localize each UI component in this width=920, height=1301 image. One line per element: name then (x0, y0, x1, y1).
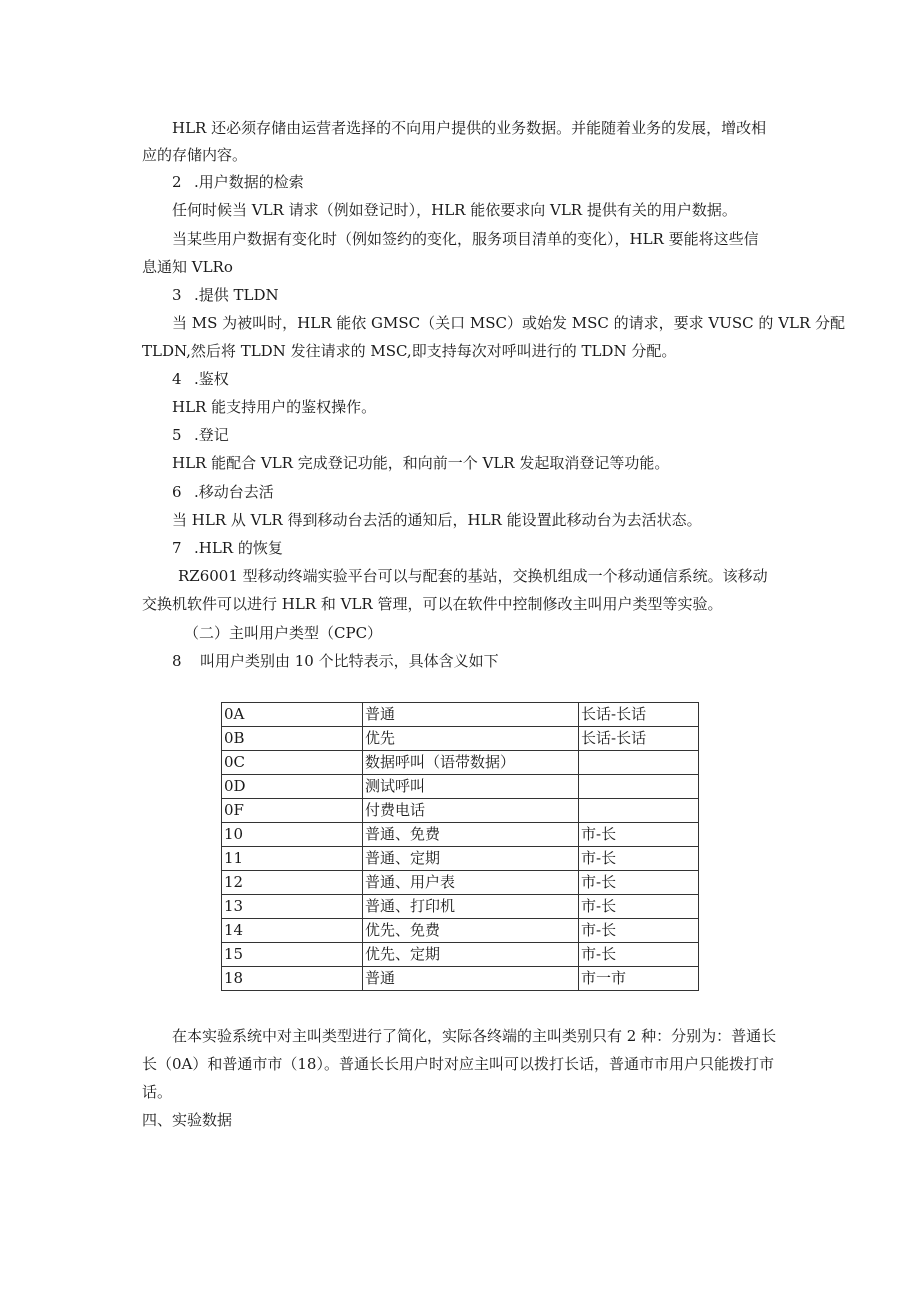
heading-number: 4 (172, 370, 182, 388)
paragraph-line: 长（0A）和普通市市（18）。普通长长用户时对应主叫可以拨打长话，普通市市用户只能拨打市 (142, 1055, 774, 1073)
heading-number: 3 (172, 286, 182, 304)
table-row (222, 871, 699, 895)
heading-number: 6 (172, 483, 182, 501)
cell-scope: 长话-长话 (579, 727, 699, 751)
paragraph-line: 当某些用户数据有变化时（例如签约的变化，服务项目清单的变化），HLR 要能将这些信 (172, 230, 759, 248)
cell-code: 12 (222, 871, 363, 895)
section-heading-3 (172, 285, 279, 305)
cell-code: 10 (222, 823, 363, 847)
paragraph-line: 当 MS 为被叫时，HLR 能依 GMSC（关口 MSC）或始发 MSC 的请求，要求 VUSC 的 VLR 分配 (172, 314, 846, 332)
cell-code: 11 (222, 847, 363, 871)
paragraph-line: 在本实验系统中对主叫类型进行了简化，实际各终端的主叫类别只有 2 种：分别为：普通长 (172, 1027, 777, 1045)
cell-scope (579, 799, 699, 823)
paragraph-line: TLDN,然后将 TLDN 发往请求的 MSC,即支持每次对呼叫进行的 TLDN 分配。 (142, 342, 677, 360)
cell-scope: 市-长 (579, 919, 699, 943)
heading-text: .移动台去活 (194, 483, 274, 501)
cell-code: 18 (222, 967, 363, 991)
heading-text: .鉴权 (194, 370, 229, 388)
cell-scope: 市-长 (579, 871, 699, 895)
cell-code: 0D (222, 775, 363, 799)
table-row (222, 823, 699, 847)
table-row (222, 775, 699, 799)
cell-description: 优先、定期 (363, 943, 579, 967)
cell-description: 普通、定期 (363, 847, 579, 871)
cell-scope (579, 751, 699, 775)
table-row (222, 727, 699, 751)
paragraph-line: 交换机软件可以进行 HLR 和 VLR 管理，可以在软件中控制修改主叫用户类型等实验。 (142, 595, 723, 613)
cell-code: 14 (222, 919, 363, 943)
heading-number: 8 (172, 652, 182, 670)
table-row (222, 895, 699, 919)
cell-code: 13 (222, 895, 363, 919)
heading-text: .HLR 的恢复 (194, 539, 283, 557)
cell-scope: 长话-长话 (579, 703, 699, 727)
heading-text: .登记 (194, 426, 229, 444)
table-row (222, 751, 699, 775)
cell-scope: 市-长 (579, 847, 699, 871)
table-row (222, 799, 699, 823)
cell-description: 普通 (363, 703, 579, 727)
cell-description: 普通、打印机 (363, 895, 579, 919)
section-heading-2 (172, 172, 304, 192)
cell-description: 数据呼叫（语带数据） (363, 751, 579, 775)
table-row (222, 967, 699, 991)
cell-code: 15 (222, 943, 363, 967)
table-row (222, 943, 699, 967)
cell-scope (579, 775, 699, 799)
paragraph-line: 息通知 VLRo (142, 258, 233, 276)
heading-text: .提供 TLDN (194, 286, 279, 304)
section-heading-4 (172, 369, 229, 389)
paragraph-line: HLR 能支持用户的鉴权操作。 (172, 398, 377, 416)
section-heading-8 (172, 651, 499, 671)
cell-scope: 市-长 (579, 943, 699, 967)
cpc-table (221, 702, 699, 991)
paragraph-line: RZ6001 型移动终端实验平台可以与配套的基站，交换机组成一个移动通信系统。该移动 (178, 567, 768, 585)
section-heading-6 (172, 482, 274, 502)
paragraph-line: HLR 还必须存储由运营者选择的不向用户提供的业务数据。并能随着业务的发展，增改相 (172, 119, 767, 137)
heading-text: 叫用户类别由 10 个比特表示，具体含义如下 (200, 652, 499, 670)
cell-description: 普通、用户表 (363, 871, 579, 895)
cell-code: 0F (222, 799, 363, 823)
cell-code: 0C (222, 751, 363, 775)
cell-code: 0B (222, 727, 363, 751)
paragraph-line: 话。 (142, 1083, 173, 1101)
cpc-table-body (222, 703, 699, 991)
cell-scope: 市一市 (579, 967, 699, 991)
heading-number: 7 (172, 539, 182, 557)
cell-description: 测试呼叫 (363, 775, 579, 799)
paragraph-line: 任何时候当 VLR 请求（例如登记时），HLR 能依要求向 VLR 提供有关的用户数据。 (172, 201, 737, 219)
cell-scope: 市-长 (579, 895, 699, 919)
section-title-4: 四、实验数据 (142, 1111, 233, 1129)
table-row (222, 919, 699, 943)
cell-description: 普通 (363, 967, 579, 991)
heading-text: .用户数据的检索 (194, 173, 304, 191)
cell-code: 0A (222, 703, 363, 727)
paragraph-line: 当 HLR 从 VLR 得到移动台去活的通知后，HLR 能设置此移动台为去活状态。 (172, 511, 702, 529)
heading-number: 2 (172, 173, 182, 191)
cell-scope: 市-长 (579, 823, 699, 847)
table-row (222, 703, 699, 727)
section-heading-7 (172, 538, 283, 558)
heading-number: 5 (172, 426, 182, 444)
cell-description: 普通、免费 (363, 823, 579, 847)
cell-description: 付费电话 (363, 799, 579, 823)
section-heading-5 (172, 425, 229, 445)
paragraph-line: HLR 能配合 VLR 完成登记功能，和向前一个 VLR 发起取消登记等功能。 (172, 454, 670, 472)
sub-heading: （二）主叫用户类型（CPC） (184, 624, 383, 642)
cell-description: 优先 (363, 727, 579, 751)
table-row (222, 847, 699, 871)
paragraph-line: 应的存储内容。 (142, 146, 248, 164)
cell-description: 优先、免费 (363, 919, 579, 943)
